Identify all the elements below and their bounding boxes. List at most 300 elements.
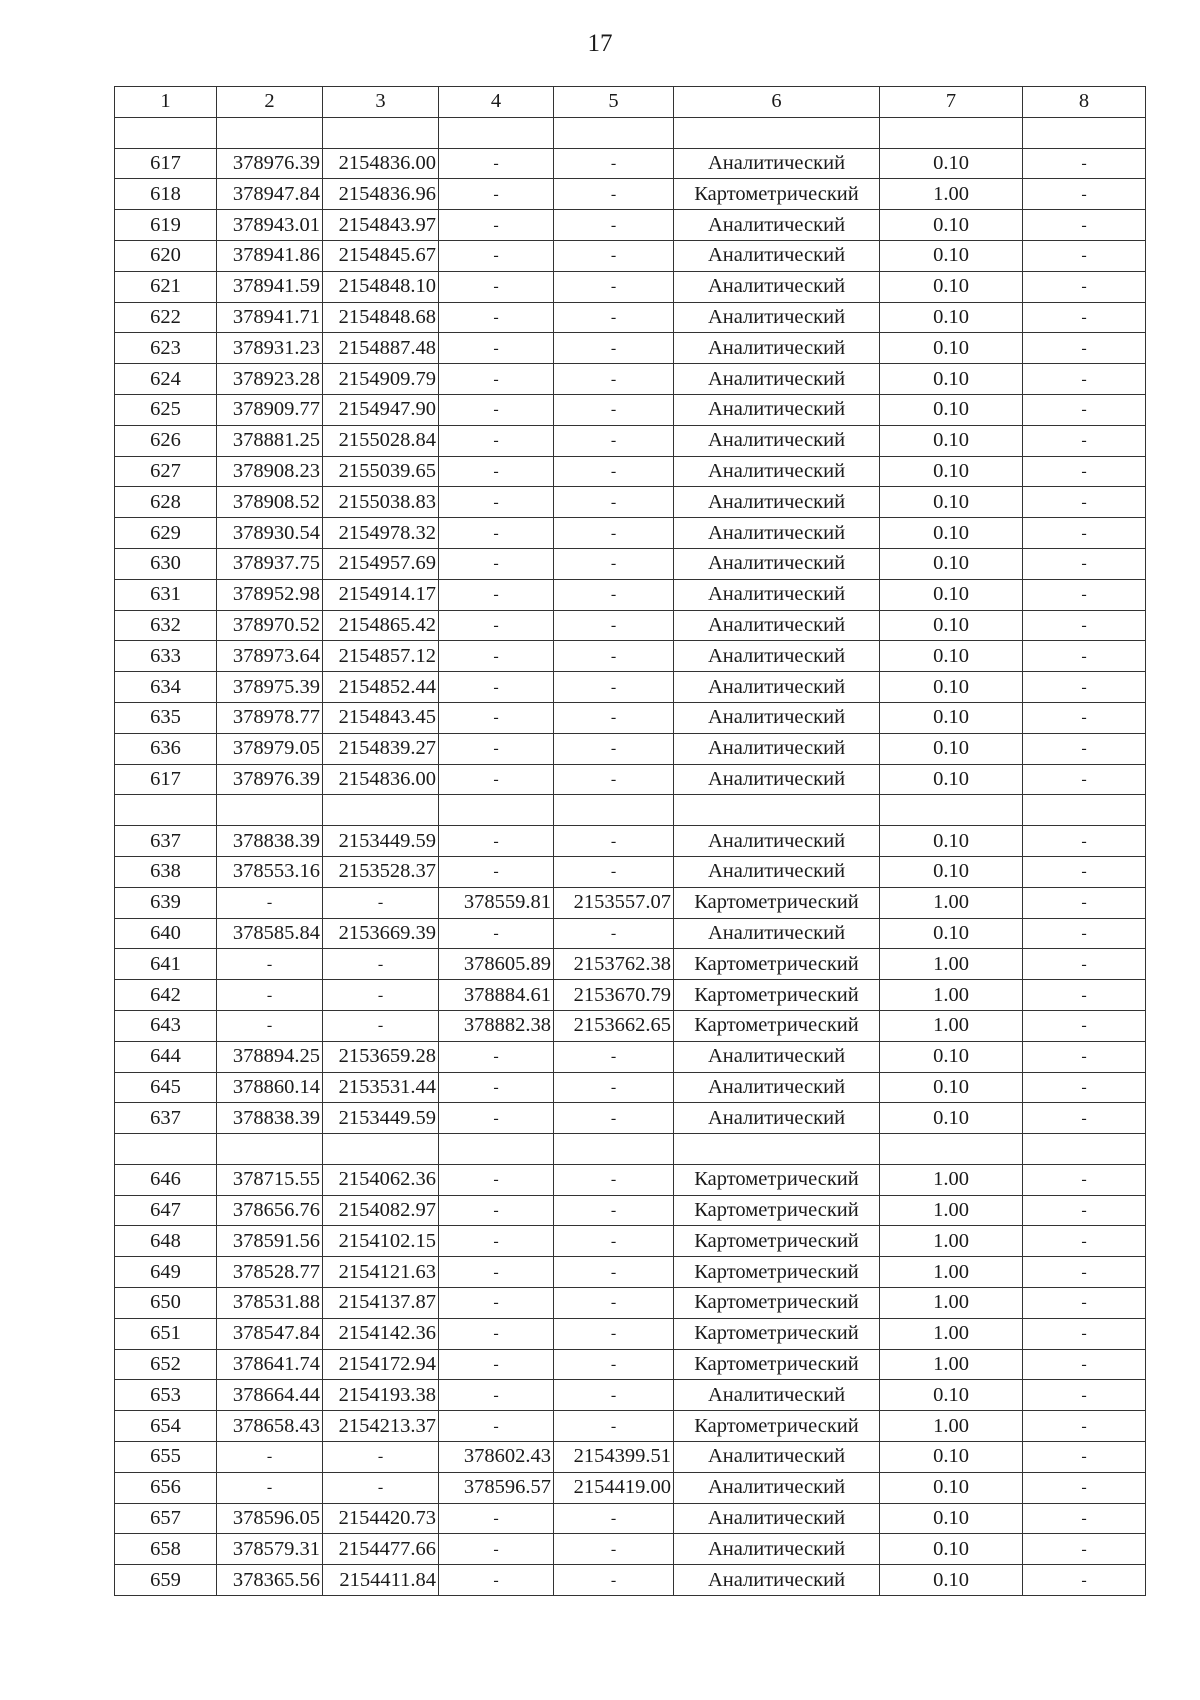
cell-accuracy: 0.10 <box>880 1534 1023 1565</box>
cell-accuracy: 0.10 <box>880 456 1023 487</box>
cell-y-coordinate-alt: - <box>554 1164 674 1195</box>
cell-y-coordinate: - <box>323 1442 439 1473</box>
cell-x-coordinate-alt: - <box>439 856 554 887</box>
table-row <box>115 1318 1146 1349</box>
table-row <box>115 302 1146 333</box>
cell-point-number: 623 <box>115 333 217 364</box>
table-row <box>115 1226 1146 1257</box>
cell-x-coordinate-alt: - <box>439 826 554 857</box>
table-row <box>115 148 1146 179</box>
cell-method <box>674 117 880 148</box>
cell-y-coordinate-alt: - <box>554 148 674 179</box>
cell-x-coordinate-alt <box>439 1134 554 1165</box>
table-row <box>115 641 1146 672</box>
cell-point-number: 658 <box>115 1534 217 1565</box>
cell-y-coordinate: 2154082.97 <box>323 1195 439 1226</box>
cell-y-coordinate: 2154957.69 <box>323 548 439 579</box>
cell-accuracy: 0.10 <box>880 1072 1023 1103</box>
cell-point-number: 656 <box>115 1472 217 1503</box>
cell-y-coordinate-alt: 2154419.00 <box>554 1472 674 1503</box>
table-row <box>115 1349 1146 1380</box>
cell-x-coordinate: 378947.84 <box>217 179 323 210</box>
table-row <box>115 364 1146 395</box>
cell-note: - <box>1023 148 1146 179</box>
cell-y-coordinate-alt: - <box>554 1503 674 1534</box>
cell-accuracy <box>880 795 1023 826</box>
cell-note: - <box>1023 210 1146 241</box>
cell-x-coordinate-alt: - <box>439 1318 554 1349</box>
cell-method: Картометрический <box>674 1318 880 1349</box>
cell-x-coordinate-alt: - <box>439 210 554 241</box>
cell-y-coordinate: - <box>323 980 439 1011</box>
cell-x-coordinate: 378838.39 <box>217 826 323 857</box>
cell-y-coordinate-alt: - <box>554 1103 674 1134</box>
cell-x-coordinate-alt: - <box>439 394 554 425</box>
table-row <box>115 795 1146 826</box>
cell-method: Аналитический <box>674 1380 880 1411</box>
table-row <box>115 210 1146 241</box>
cell-accuracy: 0.10 <box>880 271 1023 302</box>
table-row <box>115 1134 1146 1165</box>
cell-accuracy: 0.10 <box>880 579 1023 610</box>
cell-note: - <box>1023 1072 1146 1103</box>
cell-x-coordinate: 378908.23 <box>217 456 323 487</box>
cell-y-coordinate: 2154947.90 <box>323 394 439 425</box>
cell-method: Аналитический <box>674 764 880 795</box>
cell-point-number <box>115 1134 217 1165</box>
cell-method: Аналитический <box>674 394 880 425</box>
cell-y-coordinate: 2153669.39 <box>323 918 439 949</box>
cell-y-coordinate: 2154121.63 <box>323 1257 439 1288</box>
cell-note: - <box>1023 1565 1146 1596</box>
cell-y-coordinate: 2154142.36 <box>323 1318 439 1349</box>
cell-x-coordinate-alt <box>439 117 554 148</box>
cell-note: - <box>1023 1349 1146 1380</box>
table-row <box>115 702 1146 733</box>
cell-method: Картометрический <box>674 1010 880 1041</box>
cell-y-coordinate: 2154420.73 <box>323 1503 439 1534</box>
cell-point-number: 620 <box>115 240 217 271</box>
cell-y-coordinate-alt: - <box>554 518 674 549</box>
cell-y-coordinate-alt: - <box>554 487 674 518</box>
cell-point-number: 630 <box>115 548 217 579</box>
cell-x-coordinate: 378531.88 <box>217 1288 323 1319</box>
cell-x-coordinate-alt: 378605.89 <box>439 949 554 980</box>
cell-y-coordinate: 2154909.79 <box>323 364 439 395</box>
cell-point-number: 652 <box>115 1349 217 1380</box>
page-number: 17 <box>587 30 613 57</box>
cell-method: Аналитический <box>674 856 880 887</box>
cell-x-coordinate-alt <box>439 795 554 826</box>
cell-accuracy: 1.00 <box>880 1318 1023 1349</box>
cell-note: - <box>1023 394 1146 425</box>
cell-accuracy: 0.10 <box>880 487 1023 518</box>
table-row <box>115 764 1146 795</box>
cell-x-coordinate-alt: - <box>439 1257 554 1288</box>
cell-y-coordinate: 2154836.96 <box>323 179 439 210</box>
cell-accuracy: 1.00 <box>880 1010 1023 1041</box>
cell-method: Аналитический <box>674 271 880 302</box>
table-row <box>115 1103 1146 1134</box>
cell-y-coordinate: 2154836.00 <box>323 764 439 795</box>
table-row <box>115 117 1146 148</box>
cell-point-number: 649 <box>115 1257 217 1288</box>
cell-y-coordinate-alt: - <box>554 826 674 857</box>
cell-y-coordinate-alt: - <box>554 456 674 487</box>
cell-note: - <box>1023 702 1146 733</box>
cell-x-coordinate: 378585.84 <box>217 918 323 949</box>
cell-y-coordinate: 2154836.00 <box>323 148 439 179</box>
cell-y-coordinate: - <box>323 887 439 918</box>
cell-accuracy: 0.10 <box>880 610 1023 641</box>
cell-accuracy: 0.10 <box>880 641 1023 672</box>
cell-y-coordinate: 2153449.59 <box>323 1103 439 1134</box>
cell-y-coordinate-alt: - <box>554 425 674 456</box>
cell-point-number: 624 <box>115 364 217 395</box>
cell-note: - <box>1023 1411 1146 1442</box>
cell-method: Аналитический <box>674 702 880 733</box>
cell-y-coordinate-alt: - <box>554 579 674 610</box>
cell-y-coordinate-alt: - <box>554 1380 674 1411</box>
cell-note: - <box>1023 1318 1146 1349</box>
cell-method: Аналитический <box>674 240 880 271</box>
cell-note: - <box>1023 918 1146 949</box>
table-row <box>115 1472 1146 1503</box>
cell-x-coordinate: 378365.56 <box>217 1565 323 1596</box>
cell-x-coordinate: 378975.39 <box>217 672 323 703</box>
cell-accuracy: 0.10 <box>880 733 1023 764</box>
cell-note: - <box>1023 672 1146 703</box>
cell-method: Аналитический <box>674 518 880 549</box>
cell-accuracy: 0.10 <box>880 1041 1023 1072</box>
cell-point-number: 641 <box>115 949 217 980</box>
cell-y-coordinate: 2154102.15 <box>323 1226 439 1257</box>
cell-note: - <box>1023 641 1146 672</box>
table-row <box>115 1411 1146 1442</box>
cell-x-coordinate: 378528.77 <box>217 1257 323 1288</box>
cell-x-coordinate-alt: - <box>439 1349 554 1380</box>
cell-y-coordinate-alt: - <box>554 333 674 364</box>
cell-y-coordinate: 2154914.17 <box>323 579 439 610</box>
cell-x-coordinate-alt: - <box>439 364 554 395</box>
cell-method: Аналитический <box>674 302 880 333</box>
cell-accuracy: 0.10 <box>880 518 1023 549</box>
cell-point-number: 659 <box>115 1565 217 1596</box>
cell-point-number: 626 <box>115 425 217 456</box>
table-row <box>115 980 1146 1011</box>
cell-y-coordinate: - <box>323 1010 439 1041</box>
cell-point-number: 621 <box>115 271 217 302</box>
table-row <box>115 887 1146 918</box>
cell-accuracy: 0.10 <box>880 1442 1023 1473</box>
cell-y-coordinate-alt: - <box>554 702 674 733</box>
table-row <box>115 548 1146 579</box>
cell-point-number: 636 <box>115 733 217 764</box>
cell-accuracy: 0.10 <box>880 240 1023 271</box>
cell-y-coordinate: 2154852.44 <box>323 672 439 703</box>
cell-y-coordinate-alt: 2153762.38 <box>554 949 674 980</box>
cell-note: - <box>1023 949 1146 980</box>
cell-y-coordinate-alt <box>554 1134 674 1165</box>
cell-y-coordinate-alt: - <box>554 271 674 302</box>
table-row <box>115 518 1146 549</box>
cell-accuracy: 0.10 <box>880 1472 1023 1503</box>
cell-x-coordinate-alt: - <box>439 1288 554 1319</box>
table-row <box>115 1195 1146 1226</box>
cell-x-coordinate: 378941.59 <box>217 271 323 302</box>
cell-y-coordinate-alt: - <box>554 1411 674 1442</box>
cell-x-coordinate: 378860.14 <box>217 1072 323 1103</box>
cell-x-coordinate-alt: - <box>439 641 554 672</box>
cell-method: Картометрический <box>674 1195 880 1226</box>
cell-note: - <box>1023 1195 1146 1226</box>
cell-y-coordinate: 2154193.38 <box>323 1380 439 1411</box>
table-row <box>115 1164 1146 1195</box>
cell-method: Аналитический <box>674 148 880 179</box>
cell-y-coordinate-alt: - <box>554 548 674 579</box>
cell-y-coordinate-alt: - <box>554 733 674 764</box>
cell-method: Аналитический <box>674 579 880 610</box>
cell-accuracy: 1.00 <box>880 1288 1023 1319</box>
cell-x-coordinate-alt: - <box>439 487 554 518</box>
cell-method: Картометрический <box>674 1226 880 1257</box>
cell-y-coordinate <box>323 795 439 826</box>
cell-y-coordinate: 2154843.97 <box>323 210 439 241</box>
cell-y-coordinate-alt: - <box>554 179 674 210</box>
cell-y-coordinate: 2155028.84 <box>323 425 439 456</box>
cell-y-coordinate: 2154843.45 <box>323 702 439 733</box>
table-row <box>115 1010 1146 1041</box>
cell-y-coordinate-alt: - <box>554 1226 674 1257</box>
cell-x-coordinate-alt: 378602.43 <box>439 1442 554 1473</box>
cell-x-coordinate: 378973.64 <box>217 641 323 672</box>
cell-accuracy: 1.00 <box>880 1195 1023 1226</box>
cell-method: Аналитический <box>674 1041 880 1072</box>
cell-accuracy: 0.10 <box>880 302 1023 333</box>
cell-method: Аналитический <box>674 641 880 672</box>
cell-y-coordinate: 2153528.37 <box>323 856 439 887</box>
cell-y-coordinate: 2154887.48 <box>323 333 439 364</box>
cell-x-coordinate: 378658.43 <box>217 1411 323 1442</box>
cell-y-coordinate-alt: - <box>554 1041 674 1072</box>
cell-x-coordinate-alt: - <box>439 1103 554 1134</box>
cell-x-coordinate: - <box>217 887 323 918</box>
cell-y-coordinate: 2154865.42 <box>323 610 439 641</box>
cell-note: - <box>1023 1380 1146 1411</box>
cell-method: Картометрический <box>674 1349 880 1380</box>
cell-x-coordinate <box>217 795 323 826</box>
cell-method: Аналитический <box>674 210 880 241</box>
cell-y-coordinate-alt: - <box>554 302 674 333</box>
cell-note: - <box>1023 579 1146 610</box>
cell-x-coordinate: 378909.77 <box>217 394 323 425</box>
table-header-row <box>115 87 1146 118</box>
table-row <box>115 1565 1146 1596</box>
cell-note: - <box>1023 425 1146 456</box>
cell-x-coordinate: - <box>217 949 323 980</box>
cell-point-number: 637 <box>115 1103 217 1134</box>
cell-method: Картометрический <box>674 980 880 1011</box>
cell-method: Аналитический <box>674 1565 880 1596</box>
cell-x-coordinate-alt: - <box>439 1503 554 1534</box>
cell-method: Аналитический <box>674 333 880 364</box>
cell-method: Аналитический <box>674 548 880 579</box>
cell-y-coordinate-alt: - <box>554 856 674 887</box>
cell-x-coordinate: 378715.55 <box>217 1164 323 1195</box>
cell-point-number: 650 <box>115 1288 217 1319</box>
table-row <box>115 856 1146 887</box>
cell-point-number: 635 <box>115 702 217 733</box>
cell-y-coordinate: 2154978.32 <box>323 518 439 549</box>
cell-accuracy: 0.10 <box>880 764 1023 795</box>
column-header: 2 <box>217 87 323 118</box>
cell-x-coordinate <box>217 1134 323 1165</box>
cell-y-coordinate-alt: - <box>554 641 674 672</box>
table-row <box>115 733 1146 764</box>
cell-x-coordinate: 378943.01 <box>217 210 323 241</box>
table-row <box>115 1534 1146 1565</box>
cell-accuracy: 0.10 <box>880 148 1023 179</box>
cell-method: Аналитический <box>674 826 880 857</box>
table-row <box>115 394 1146 425</box>
cell-x-coordinate: 378908.52 <box>217 487 323 518</box>
cell-point-number: 631 <box>115 579 217 610</box>
table-row <box>115 1380 1146 1411</box>
cell-note: - <box>1023 1288 1146 1319</box>
cell-note: - <box>1023 456 1146 487</box>
cell-point-number: 640 <box>115 918 217 949</box>
cell-x-coordinate-alt: - <box>439 302 554 333</box>
cell-note <box>1023 117 1146 148</box>
cell-x-coordinate: 378970.52 <box>217 610 323 641</box>
cell-note: - <box>1023 856 1146 887</box>
cell-note: - <box>1023 333 1146 364</box>
cell-x-coordinate: 378931.23 <box>217 333 323 364</box>
cell-point-number: 634 <box>115 672 217 703</box>
cell-point-number: 632 <box>115 610 217 641</box>
table-row <box>115 1257 1146 1288</box>
cell-x-coordinate: 378979.05 <box>217 733 323 764</box>
cell-y-coordinate: 2154477.66 <box>323 1534 439 1565</box>
table-row <box>115 1442 1146 1473</box>
table-row <box>115 1041 1146 1072</box>
cell-x-coordinate-alt: - <box>439 702 554 733</box>
cell-accuracy: 1.00 <box>880 1226 1023 1257</box>
column-header: 8 <box>1023 87 1146 118</box>
table-row <box>115 579 1146 610</box>
cell-method: Картометрический <box>674 1288 880 1319</box>
cell-point-number: 642 <box>115 980 217 1011</box>
cell-x-coordinate-alt: - <box>439 425 554 456</box>
cell-note: - <box>1023 826 1146 857</box>
cell-note: - <box>1023 548 1146 579</box>
cell-y-coordinate-alt: 2153557.07 <box>554 887 674 918</box>
cell-method: Аналитический <box>674 456 880 487</box>
cell-method: Картометрический <box>674 179 880 210</box>
table-row <box>115 425 1146 456</box>
cell-accuracy: 0.10 <box>880 1503 1023 1534</box>
column-header: 3 <box>323 87 439 118</box>
cell-y-coordinate: 2154062.36 <box>323 1164 439 1195</box>
cell-x-coordinate: 378941.71 <box>217 302 323 333</box>
cell-x-coordinate-alt: - <box>439 1226 554 1257</box>
cell-x-coordinate: 378838.39 <box>217 1103 323 1134</box>
cell-y-coordinate <box>323 117 439 148</box>
cell-accuracy: 1.00 <box>880 887 1023 918</box>
cell-x-coordinate: - <box>217 1010 323 1041</box>
cell-note: - <box>1023 1164 1146 1195</box>
cell-y-coordinate: 2153449.59 <box>323 826 439 857</box>
cell-note: - <box>1023 733 1146 764</box>
cell-point-number: 627 <box>115 456 217 487</box>
cell-y-coordinate-alt: - <box>554 1072 674 1103</box>
cell-note: - <box>1023 610 1146 641</box>
cell-accuracy: 0.10 <box>880 210 1023 241</box>
cell-y-coordinate-alt: - <box>554 1349 674 1380</box>
cell-point-number: 618 <box>115 179 217 210</box>
cell-method <box>674 795 880 826</box>
cell-method: Аналитический <box>674 918 880 949</box>
cell-y-coordinate-alt: - <box>554 918 674 949</box>
cell-note: - <box>1023 487 1146 518</box>
cell-x-coordinate-alt: - <box>439 1164 554 1195</box>
cell-x-coordinate: - <box>217 980 323 1011</box>
cell-point-number: 655 <box>115 1442 217 1473</box>
cell-point-number: 643 <box>115 1010 217 1041</box>
cell-note: - <box>1023 980 1146 1011</box>
column-header: 5 <box>554 87 674 118</box>
cell-x-coordinate-alt: - <box>439 271 554 302</box>
cell-note: - <box>1023 1041 1146 1072</box>
cell-y-coordinate: 2154839.27 <box>323 733 439 764</box>
cell-method: Аналитический <box>674 1534 880 1565</box>
cell-x-coordinate-alt: 378884.61 <box>439 980 554 1011</box>
table-row <box>115 826 1146 857</box>
cell-point-number: 639 <box>115 887 217 918</box>
column-header: 1 <box>115 87 217 118</box>
cell-x-coordinate: 378894.25 <box>217 1041 323 1072</box>
cell-point-number: 625 <box>115 394 217 425</box>
table-row <box>115 271 1146 302</box>
cell-y-coordinate: - <box>323 949 439 980</box>
cell-y-coordinate: 2153531.44 <box>323 1072 439 1103</box>
cell-point-number: 647 <box>115 1195 217 1226</box>
cell-point-number <box>115 795 217 826</box>
column-header: 7 <box>880 87 1023 118</box>
cell-x-coordinate-alt: - <box>439 240 554 271</box>
table-row <box>115 610 1146 641</box>
cell-x-coordinate: 378596.05 <box>217 1503 323 1534</box>
cell-note: - <box>1023 764 1146 795</box>
cell-point-number: 644 <box>115 1041 217 1072</box>
cell-point-number: 654 <box>115 1411 217 1442</box>
cell-accuracy: 0.10 <box>880 394 1023 425</box>
cell-x-coordinate: 378579.31 <box>217 1534 323 1565</box>
cell-y-coordinate: 2154848.68 <box>323 302 439 333</box>
cell-x-coordinate: 378976.39 <box>217 148 323 179</box>
cell-accuracy: 1.00 <box>880 949 1023 980</box>
cell-point-number: 617 <box>115 148 217 179</box>
cell-method: Картометрический <box>674 1257 880 1288</box>
cell-accuracy: 0.10 <box>880 333 1023 364</box>
cell-x-coordinate-alt: - <box>439 1411 554 1442</box>
cell-y-coordinate-alt: - <box>554 364 674 395</box>
cell-note: - <box>1023 1472 1146 1503</box>
cell-y-coordinate: 2154845.67 <box>323 240 439 271</box>
cell-y-coordinate: - <box>323 1472 439 1503</box>
cell-y-coordinate-alt: - <box>554 394 674 425</box>
cell-y-coordinate-alt: 2153662.65 <box>554 1010 674 1041</box>
